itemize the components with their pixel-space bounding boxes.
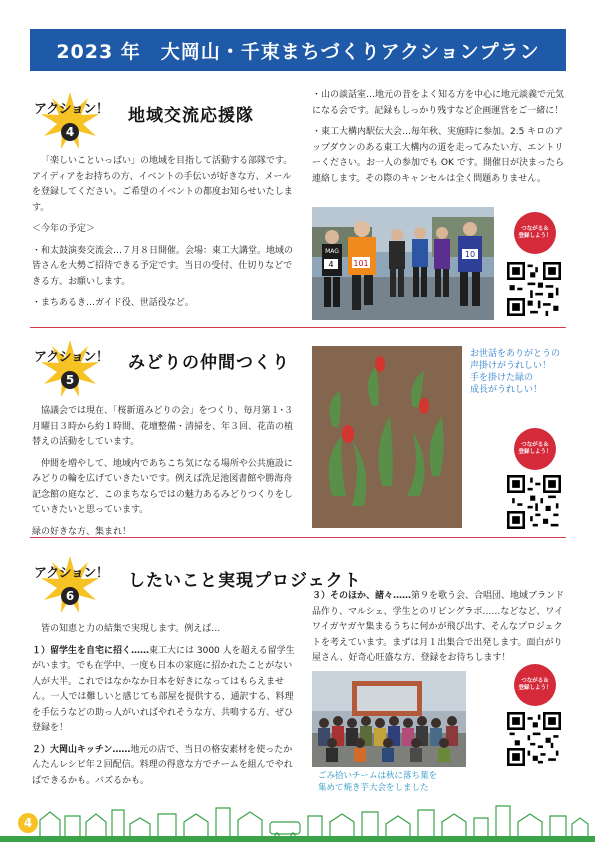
- action-badge-6: [30, 552, 130, 616]
- badge-label: アクション！: [34, 102, 109, 117]
- badge-label: アクション！: [34, 350, 109, 365]
- section-title-5: みどりの仲間つくり: [128, 353, 290, 373]
- paragraph: 緑の好きな方、集まれ！: [32, 526, 132, 537]
- paragraph: 「楽しいこといっぱい」の地域を目指して活動する部隊です。アイディアをお持ちの方、イベントの手伝いが好きな方、メールを登録してください。ご希望のイベントの都度お知らせいたします。: [32, 156, 293, 213]
- section4-body-right: [312, 88, 566, 193]
- item-1: [32, 644, 296, 737]
- badge-number: 5: [61, 371, 79, 389]
- paragraph: ・山の談話室…地元の昔をよく知る方を中心に地元談義で元気になる会です。記録もしっかり残すなど企画運営をご一緒に！: [312, 90, 565, 116]
- section6-body-right: [312, 589, 566, 673]
- item-2: [32, 743, 296, 790]
- group-photo: [312, 671, 466, 767]
- paragraph: 皆の知恵と力の結集で実現します。例えば…: [41, 624, 221, 634]
- town-skyline-illustration: [0, 796, 595, 842]
- connect-badge-line1: つながる＆: [521, 226, 549, 232]
- note-line: お世話をありがとうの: [470, 349, 561, 359]
- tulip-photo: [312, 346, 462, 528]
- runners-photo: [312, 207, 494, 320]
- connect-badge-line1: つながる＆: [521, 442, 549, 448]
- badge-label: アクション！: [34, 566, 109, 581]
- photo-caption: [318, 770, 488, 794]
- greeting-note: [470, 348, 566, 396]
- paragraph: ・和太鼓演奏交流会…７月８日開催。会場：東工大講堂。地域の皆さんを大勢ご招待できる予定です。当日の受付、仕切りなどできる方、お願いします。: [32, 245, 294, 287]
- note-line: 声掛けがうれしい！: [470, 361, 552, 371]
- qr-code-icon[interactable]: [507, 262, 561, 316]
- item-text: 第９を歌う会、合唱団、地域ブランド品作り、マルシェ、学生とのリビングラボ……などなど、ワイワイガヤガヤ集まるうちに何かが飛び出す、そんなプロジェクトを考えています。まずは月１出集合で出発します。面白がり屋さん、好奇心旺盛な方、登録をお待ちします！: [312, 591, 565, 663]
- connect-badge: [514, 664, 556, 706]
- section-title-4: 地域交流応援隊: [128, 106, 254, 126]
- item-text: 東工大には 3000 人を超える留学生がいます。でも在学中、一度も日本の家庭に招かれたことがない人が大半。これではなかなか日本を好きになってはもらえません。一人では難しいと感じても部屋を提供する、通訳する、料理を手伝うなどの助っ人がいればやれそうな方、共鳴する方、ぜひ登録を！: [32, 645, 295, 733]
- page-banner: [30, 29, 566, 71]
- action-badge-5: [30, 336, 130, 400]
- connect-badge-line1: つながる＆: [521, 678, 549, 684]
- connect-badge-line2: 登録しよう！: [518, 685, 552, 691]
- runner-bib: 101: [353, 259, 369, 268]
- runner-bib: 10: [464, 250, 476, 259]
- item-head: １）留学生を自宅に招く……: [32, 645, 150, 656]
- caption-line: 集めて焼き芋大会をしました: [318, 783, 429, 793]
- connect-badge: [514, 212, 556, 254]
- item-3: [312, 589, 566, 667]
- section-title-6: したいこと実現プロジェクト: [128, 571, 362, 591]
- section4-body: [32, 154, 294, 318]
- paragraph: 仲間を増やして、地域内であちこち気になる場所や公共施設にみどりの輪を広げていきたいです。例えば洗足池図書館や勝海舟記念館の庭など、このまちならではの魅力あるみどりつくりをしていきたいと思っています。: [32, 458, 293, 515]
- paragraph: 協議会では現在、「桜新道みどりの会」をつくり、毎月第１･３月曜日３時から約１時間、花壇整備・清掃を、年３回、花苗の植替えの活動をしています。: [32, 406, 294, 447]
- note-line: 成長がうれしい！: [470, 385, 543, 395]
- action-badge-4: [30, 88, 130, 152]
- badge-number: 4: [61, 123, 79, 141]
- caption-line: ごみ拾いチームは秋に落ち葉を: [318, 771, 438, 781]
- item-text: 地元の店で、当日の格安素材を使ったかんたんレシピ年２回配信。料理の得意な方でチームを組んでやればできるかも。バズるかも。: [32, 744, 293, 786]
- qr-code-icon[interactable]: [507, 712, 561, 766]
- paragraph: ＜今年の予定＞: [32, 224, 96, 234]
- connect-badge: [514, 428, 556, 470]
- runner-shirt-text: MAG: [325, 248, 339, 255]
- note-line: 手を掛けた緑の: [470, 373, 534, 383]
- banner-title: 2023 年 大岡山・千束まちづくりアクションプラン: [56, 40, 540, 63]
- section-divider: [30, 537, 566, 538]
- item-head: ２）大岡山キッチン……: [32, 744, 131, 755]
- page-number: 4: [18, 813, 38, 833]
- connect-badge-line2: 登録しよう！: [518, 233, 552, 239]
- item-head: ３）そのほか、諸々……: [312, 591, 412, 601]
- section6-body: [32, 622, 296, 795]
- runner-bib: 4: [328, 260, 334, 269]
- section5-body: [32, 404, 296, 546]
- paragraph: ・まちあるき…ガイド役、世話役など。: [32, 298, 194, 308]
- connect-badge-line2: 登録しよう！: [518, 449, 552, 455]
- section-divider: [30, 327, 566, 328]
- badge-number: 6: [61, 587, 79, 605]
- qr-code-icon[interactable]: [507, 475, 561, 529]
- paragraph: ・東工大構内駅伝大会…毎年秋、実施時に参加。2.5 キロのアップダウンのある東工大構内の道を走ってみたい方、エントリーください。お一人の参加でも OK です。開催日が決まったら連絡します。その際のキャンセルは全く問題ありません。: [312, 127, 564, 184]
